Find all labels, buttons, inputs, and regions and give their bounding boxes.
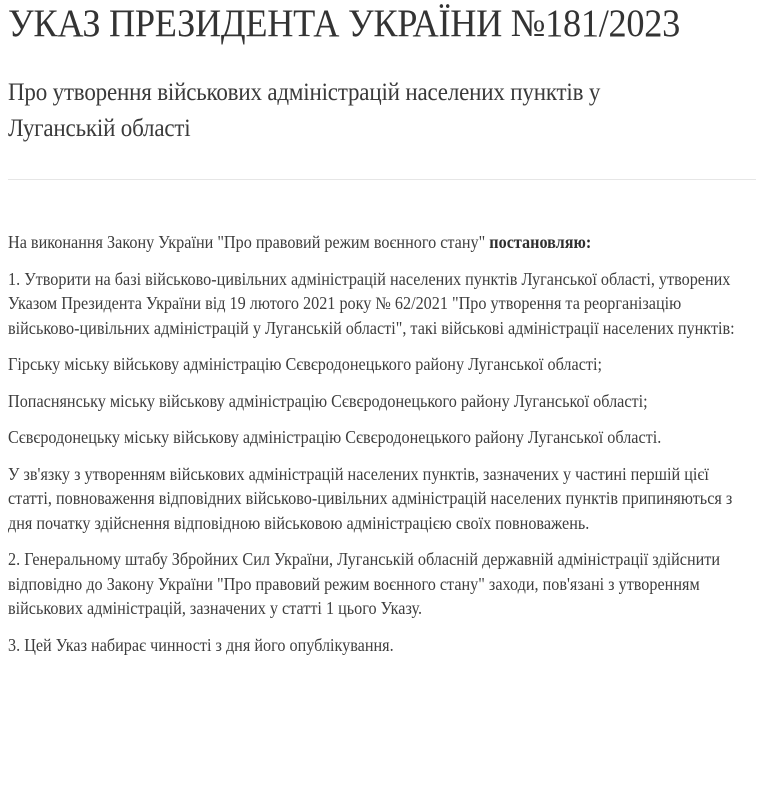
article-3-paragraph: 3. Цей Указ набирає чинності з дня його опублікування.: [8, 634, 394, 655]
preamble-text: На виконання Закону України "Про правовий режим воєнного стану": [8, 232, 490, 252]
divider: [8, 179, 756, 180]
article-1-paragraph: 1. Утворити на базі військово-цивільних адміністрацій населених пунктів Луганської області, утворених Указом Президента України від 19 лютого 2021 року № 62/2021 "Про утворення та реорганізацію військово-цивільних адміністрацій у Луганській області", такі військові адміністрації населених пунктів:: [8, 268, 735, 338]
administration-item-hirska: Гірську міську військову адміністрацію Сєвєродонецького району Луганської області;: [8, 354, 602, 374]
administration-item-sievierodonetska: Сєвєродонецьку міську військову адміністрацію Сєвєродонецького району Луганської області.: [8, 427, 662, 447]
article-2-paragraph: 2. Генеральному штабу Збройних Сил України, Луганській обласній державній адміністрації здійснити відповідно до Закону України "Про правовий режим воєнного стану" заходи, пов'язані з утворенням військових адміністрацій, зазначених у статті 1 цього Указу.: [8, 549, 721, 618]
decree-title: УКАЗ ПРЕЗИДЕНТА УКРАЇНИ №181/2023: [8, 2, 680, 45]
decree-subtitle: Про утворення військових адміністрацій населених пунктів у Луганській області: [8, 79, 601, 142]
article-1-powers-paragraph: У зв'язку з утворенням військових адміністрацій населених пунктів, зазначених у частині першій цієї статті, повноваження відповідних військово-цивільних адміністрацій населених пунктів припиняються з дня початку здійснення відповідною військовою адміністрацією своїх повноважень.: [8, 463, 733, 533]
preamble-paragraph: [8, 230, 748, 255]
preamble-emphasis: постановляю:: [489, 232, 592, 252]
decree-body: [8, 230, 748, 657]
administration-item-popasnianska: Попаснянську міську військову адміністрацію Сєвєродонецького району Луганської області;: [8, 390, 648, 411]
